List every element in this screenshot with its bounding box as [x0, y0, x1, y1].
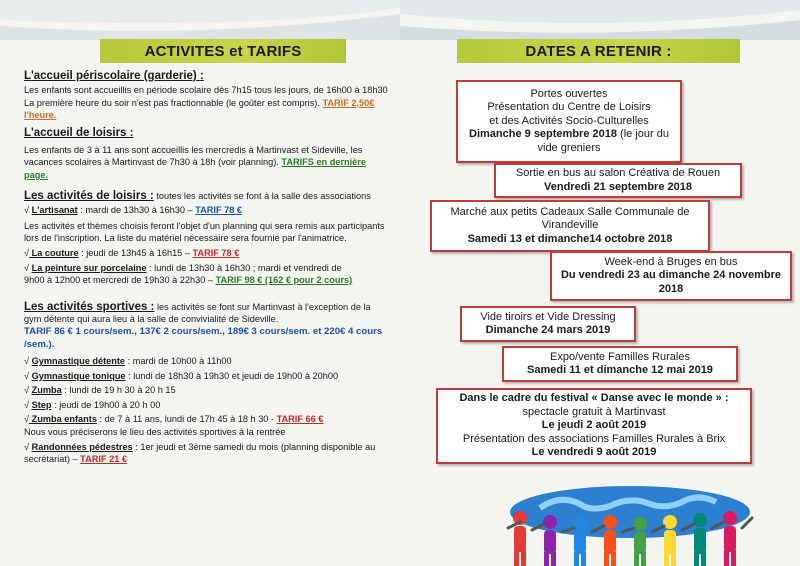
loisirs-desc2: lors de l'inscription. La liste du matériel nécessaire sera fournie par l'animatrice. [24, 233, 347, 244]
couture-tarif: TARIF 78 € [192, 247, 240, 258]
sportives-intro2: gym détente qui aura lieu à la salle de convivialité de Sideville. [24, 314, 279, 325]
sportives-tarif: TARIF 86 € 1 cours/sem., 137€ 2 cours/sem., 189€ 3 cours/sem. et 220€ 4 cours /sem.). [24, 325, 383, 350]
artisanat-row: √ L'artisanat : mardi de 13h30 à 16h30 – TARIF 78 € [24, 205, 243, 216]
right-page [400, 0, 800, 566]
gym-detente-row: √ Gymnastique détente : mardi de 10h00 à 11h00 [24, 356, 232, 367]
event-date: Dimanche 9 septembre 2018 [469, 128, 617, 141]
loisirs-line2: vacances scolaires à Martinvast de 7h30 à 18h (voir planning). TARIFS en dernière page. [24, 157, 366, 180]
event-vide-tiroirs: Vide tiroirs et Vide Dressing Dimanche 24 mars 2019 [460, 306, 636, 342]
event-date: Du vendredi 23 au dimanche 24 novembre 2018 [560, 269, 782, 295]
dancing-figures-globe-illustration [480, 478, 770, 566]
loisirs-tarif: TARIFS en dernière page. [24, 157, 366, 180]
sportives-heading: Les activités sportives : les activités se font sur Martinvast à l'exception de la [24, 300, 371, 313]
periscolaire-line1: Les enfants sont accueillis en période scolaire dès 7h15 tous les jours, de 16h00 à 18h30 [24, 85, 388, 95]
event-date: Dimanche 24 mars 2019 [485, 324, 611, 336]
activites-banner: ACTIVITES et TARIFS [100, 39, 346, 63]
event-marche-cadeaux: Marché aux petits Cadeaux Salle Communale de Virandeville Samedi 13 et dimanche14 octobre 2018 [430, 200, 710, 252]
loisirs-desc1: Les activités et thèmes choisis feront l'objet d'un planning qui sera remis aux participants [24, 220, 385, 231]
zumba-enfants-row: √ Zumba enfants : de 7 à 11 ans, lundi de 17h 45 à 18 h 30 - TARIF 66 € [24, 414, 324, 425]
loisirs-line1: Les enfants de 3 à 11 ans sont accueillis les mercredis à Martinvast et Sideville, les [24, 144, 363, 155]
loisirs-title: L'accueil de loisirs : [24, 126, 134, 139]
activites-loisirs-heading: Les activités de loisirs : toutes les activités se font à la salle des associations [24, 189, 371, 202]
dates-banner: DATES A RETENIR : [457, 39, 740, 63]
porcelaine-tarif: TARIF 98 € (162 € pour 2 cours) [215, 275, 353, 286]
porcelaine-row2: 9h00 à 12h00 et mercredi de 19h30 à 22h30 – TARIF 98 € (162 € pour 2 cours) [24, 275, 353, 286]
event-date: Samedi 13 et dimanche14 octobre 2018 [467, 232, 673, 245]
event-portes-ouvertes: Portes ouvertes Présentation du Centre de Loisirs et des Activités Socio-Culturelles Dimanche 9 septembre 2018 (le jour du vide greniers [456, 80, 682, 163]
event-bruges: Week-end à Bruges en bus Du vendredi 23 au dimanche 24 novembre 2018 [550, 251, 792, 301]
activities-content [24, 69, 390, 466]
rando-tarif: TARIF 21 € [80, 454, 127, 465]
periscolaire-title: L'accueil périscolaire (garderie) : [24, 70, 204, 82]
event-date: Le jeudi 2 août 2019 [541, 419, 647, 432]
decorative-header-shape [0, 0, 400, 40]
event-expo-vente: Expo/vente Familles Rurales Samedi 11 et dimanche 12 mai 2019 [502, 346, 738, 382]
zumba-row: √ Zumba : lundi de 19 h 30 à 20 h 15 [24, 385, 176, 396]
zumba-enfants-tarif: TARIF 66 € [276, 414, 324, 425]
event-creativa: Sortie en bus au salon Créativa de Rouen Vendredi 21 septembre 2018 [494, 163, 742, 198]
rentree-note: Nous vous préciserons le lieu des activités sportives à la rentrée [24, 427, 286, 438]
event-festival: Dans le cadre du festival « Danse avec le monde » : spectacle gratuit à Martinvast Le jeudi 2 août 2019 Présentation des associations Familles Rurales à Brix Le vendredi 9 août 2019 [436, 388, 752, 464]
event-date: Vendredi 21 septembre 2018 [544, 180, 692, 193]
decorative-header-shape [400, 0, 800, 40]
event-date: Samedi 11 et dimanche 12 mai 2019 [527, 364, 713, 376]
step-row: √ Step : jeudi de 19h00 à 20 h 00 [24, 399, 161, 410]
rando-row2: secrétariat) – TARIF 21 € [24, 454, 127, 465]
rando-row: √ Randonnées pédestres : 1er jeudi et 3ème samedi du mois (planning disponible au [24, 441, 376, 452]
periscolaire-line2: La première heure du soir n'est pas fractionnable (le goûter est compris). TARIF 2,50€ l'heure. [24, 97, 375, 121]
periscolaire-tarif: TARIF 2,50€ l'heure. [24, 97, 375, 121]
gym-tonique-row: √ Gymnastique tonique : lundi de 18h30 à 19h30 et jeudi de 19h00 à 20h00 [24, 370, 339, 381]
couture-row: √ La couture : jeudi de 13h45 à 16h15 – TARIF 78 € [24, 247, 240, 258]
event-date: Le vendredi 9 août 2019 [531, 446, 657, 459]
porcelaine-row: √ La peinture sur porcelaine : lundi de 13h30 à 16h30 ; mardi et vendredi de [24, 262, 342, 273]
artisanat-tarif: TARIF 78 € [195, 205, 243, 216]
